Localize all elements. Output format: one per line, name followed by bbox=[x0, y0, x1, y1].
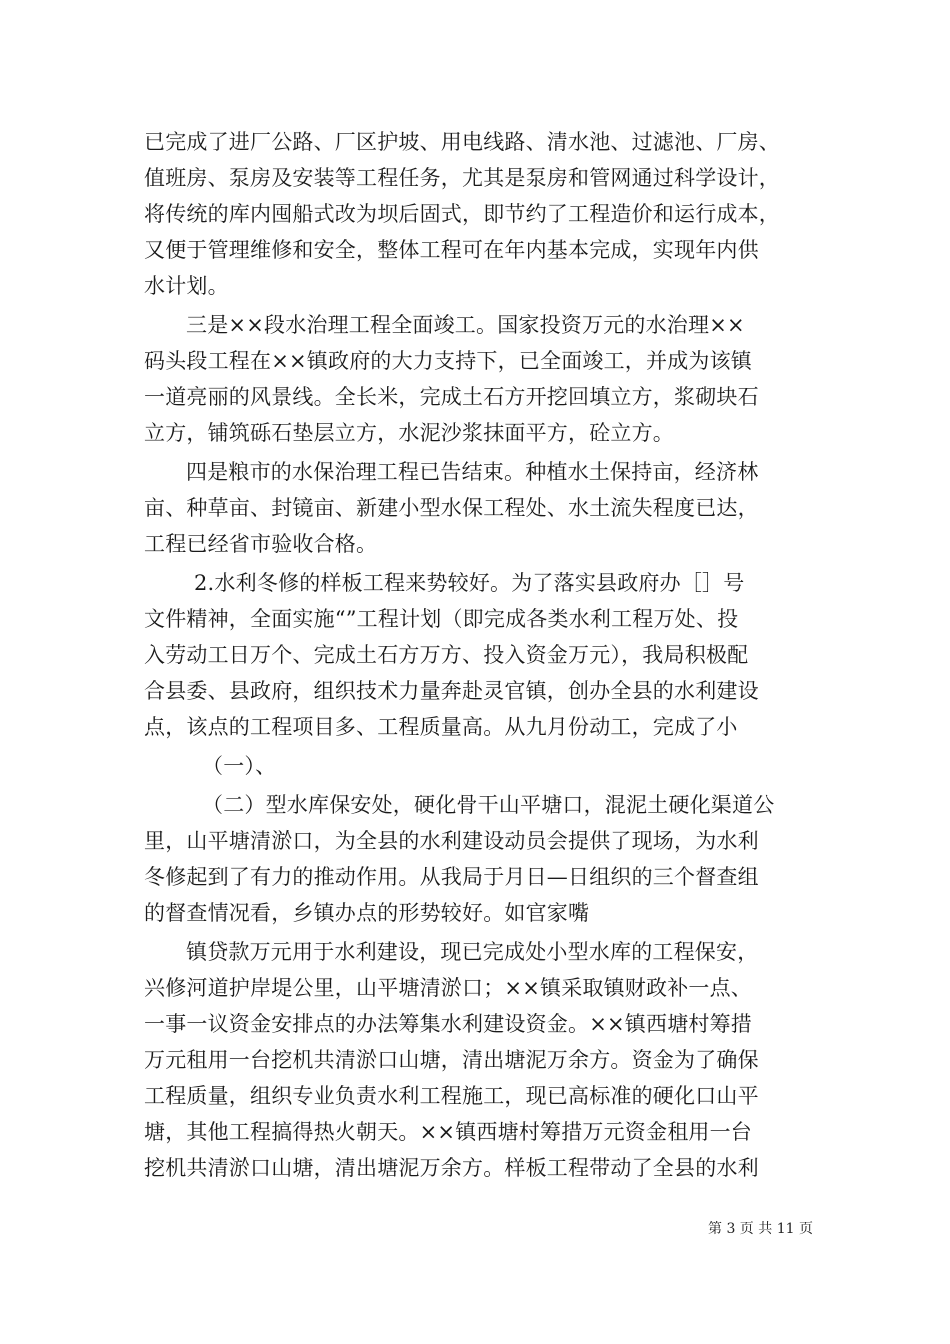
paragraph-start-line: 2.水利冬修的样板工程来势较好。为了落实县政府办［］号 bbox=[194, 571, 745, 595]
body-text-line: 的督查情况看，乡镇办点的形势较好。如官家嘴 bbox=[144, 901, 590, 925]
body-text-line: 冬修起到了有力的推动作用。从我局于月日—日组织的三个督查组 bbox=[144, 865, 759, 889]
body-text-line: 码头段工程在××镇政府的大力支持下，已全面竣工，并成为该镇 bbox=[144, 349, 752, 373]
paragraph-start-line: 四是粮市的水保治理工程已告结束。种植水土保持亩，经济林 bbox=[186, 460, 759, 484]
body-text-line: 立方，铺筑砾石垫层立方，水泥沙浆抹面平方，砼立方。 bbox=[144, 421, 674, 445]
body-text-line: 亩、种草亩、封镜亩、新建小型水保工程处、水土流失程度已达， bbox=[144, 496, 759, 520]
body-text-line: 工程已经省市验收合格。 bbox=[144, 532, 378, 556]
body-text-line: 将传统的库内囤船式改为坝后固式，即节约了工程造价和运行成本， bbox=[144, 202, 780, 226]
body-text-line: 一事一议资金安排点的办法筹集水利建设资金。××镇西塘村筹措 bbox=[144, 1012, 752, 1036]
body-text-line: 已完成了进厂公路、厂区护坡、用电线路、清水池、过滤池、厂房、 bbox=[144, 130, 780, 154]
body-text-line: 塘，其他工程搞得热火朝天。××镇西塘村筹措万元资金租用一台 bbox=[144, 1120, 752, 1144]
paragraph-start-line: （一）、 bbox=[202, 754, 277, 778]
body-text-line: 万元租用一台挖机共清淤口山塘，清出塘泥万余方。资金为了确保 bbox=[144, 1048, 759, 1072]
body-text-line: 水计划。 bbox=[144, 274, 229, 298]
page-number: 第 3 页 共 11 页 bbox=[708, 1221, 813, 1237]
body-text-line: 文件精神，全面实施“”工程计划（即完成各类水利工程万处、投 bbox=[144, 607, 739, 631]
body-text-line: 又便于管理维修和安全，整体工程可在年内基本完成，实现年内供 bbox=[144, 238, 759, 262]
body-text-line: 里，山平塘清淤口，为全县的水利建设动员会提供了现场，为水利 bbox=[144, 829, 759, 853]
body-text-line: 工程质量，组织专业负责水利工程施工，现已高标准的硬化口山平 bbox=[144, 1084, 759, 1108]
body-text-line: 挖机共清淤口山塘，清出塘泥万余方。样板工程带动了全县的水利 bbox=[144, 1156, 759, 1180]
body-text-line: 点，该点的工程项目多、工程质量高。从九月份动工，完成了小 bbox=[144, 715, 738, 739]
body-text-line: 兴修河道护岸堤公里，山平塘清淤口；××镇采取镇财政补一点、 bbox=[144, 976, 752, 1000]
body-text-line: 入劳动工日万个、完成土石方万方、投入资金万元），我局积极配 bbox=[144, 643, 749, 667]
paragraph-start-line: 镇贷款万元用于水利建设，现已完成处小型水库的工程保安， bbox=[186, 940, 759, 964]
body-text-line: 值班房、泵房及安装等工程任务，尤其是泵房和管网通过科学设计， bbox=[144, 166, 780, 190]
body-text-line: 一道亮丽的风景线。全长米，完成土石方开挖回填立方，浆砌块石 bbox=[144, 385, 759, 409]
paragraph-start-line: 三是××段水治理工程全面竣工。国家投资万元的水治理×× bbox=[186, 313, 745, 337]
body-text-line: 合县委、县政府，组织技术力量奔赴灵官镇，创办全县的水利建设 bbox=[144, 679, 759, 703]
paragraph-start-line: （二）型水库保安处，硬化骨干山平塘口，混泥土硬化渠道公 bbox=[202, 793, 775, 817]
